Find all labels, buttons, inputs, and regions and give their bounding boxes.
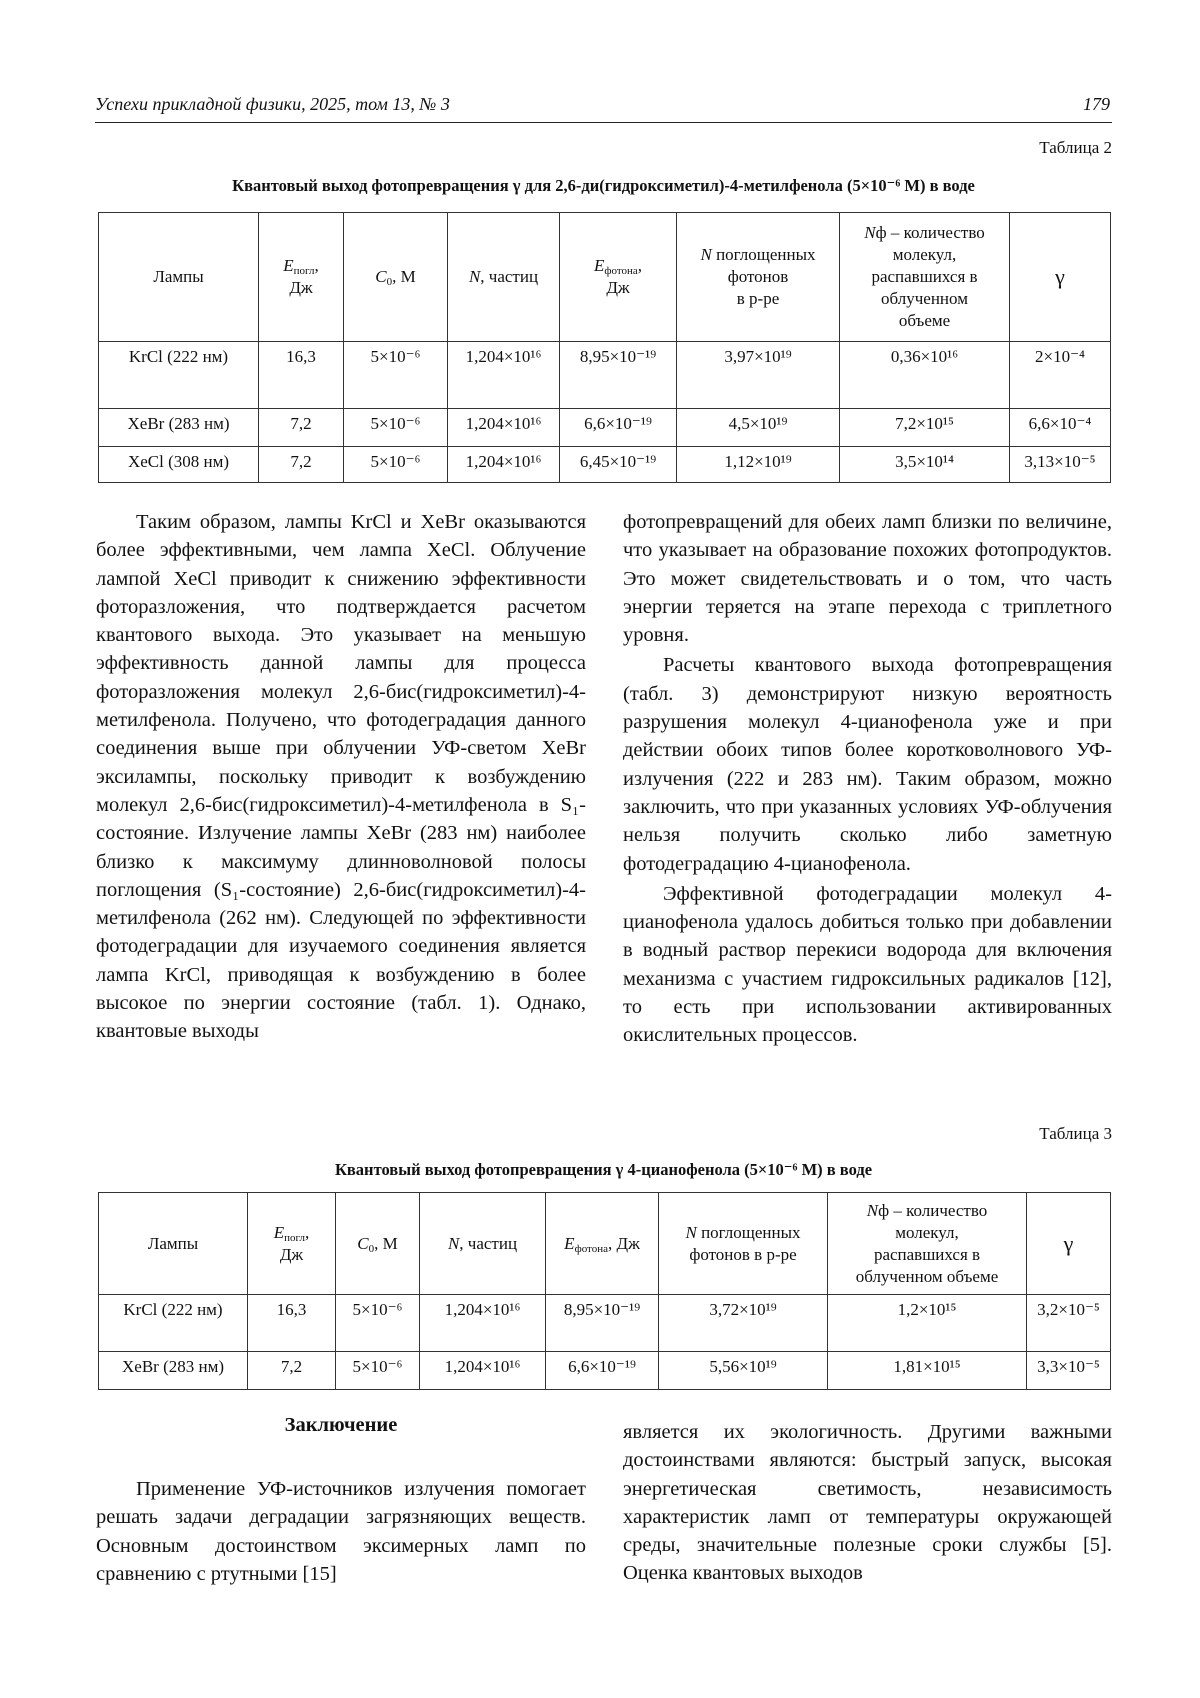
th-n-phi: Nф – количество молекул, распавшихся в облученном объеме xyxy=(840,213,1010,342)
table-cell: 7,2 xyxy=(248,1352,336,1390)
th-c0: $C_0$, М xyxy=(336,1193,420,1295)
th-e-photon: $E_{фотона}$, Дж xyxy=(546,1193,659,1295)
paragraph: является их экологичность. Другими важными достоинствами являются: быстрый запуск, высокая энергетическая светимость, независимость характеристик ламп от температуры окружающей среды, значительные полезные сроки службы [5]. Оценка квантовых выходов xyxy=(623,1421,1112,1585)
table-cell: 1,81×10¹⁵ xyxy=(828,1352,1027,1390)
table-cell: KrCl (222 нм) xyxy=(99,342,259,409)
th-c0: $C_0$, М xyxy=(344,213,448,342)
table-cell: 0,36×10¹⁶ xyxy=(840,342,1010,409)
table-cell: 8,95×10⁻¹⁹ xyxy=(546,1295,659,1352)
table-cell: 7,2×10¹⁵ xyxy=(840,409,1010,447)
table-cell: 1,204×10¹⁶ xyxy=(420,1295,546,1352)
table-row xyxy=(99,1352,1111,1390)
table-cell: 3,5×10¹⁴ xyxy=(840,447,1010,483)
th-e-photon: $E_{фотона}$, Дж xyxy=(560,213,677,342)
table-row xyxy=(99,409,1111,447)
table-cell: 5,56×10¹⁹ xyxy=(659,1352,828,1390)
th-lamp: Лампы xyxy=(99,1193,248,1295)
table-cell: 1,204×10¹⁶ xyxy=(448,447,560,483)
th-gamma: γ xyxy=(1010,213,1111,342)
table-cell: 8,95×10⁻¹⁹ xyxy=(560,342,677,409)
paragraph: Расчеты квантового выхода фотопревращения (табл. 3) демонстрируют низкую вероятность разрушения молекул 4-цианофенола уже и при действии обоих типов более коротковолнового УФ-излучения (222 и 283 нм). Таким образом, можно заключить, что при указанных условиях УФ-облучения нельзя получить сколько либо заметную фотодеградацию 4-цианофенола. xyxy=(623,654,1112,875)
table-cell: 3,97×10¹⁹ xyxy=(677,342,840,409)
table-cell: 6,45×10⁻¹⁹ xyxy=(560,447,677,483)
th-e-abs: $E_{погл}$, Дж xyxy=(248,1193,336,1295)
table-cell: 16,3 xyxy=(248,1295,336,1352)
table-cell: 3,3×10⁻⁵ xyxy=(1027,1352,1111,1390)
conclusion-right-column xyxy=(623,1418,1112,1588)
table-cell: KrCl (222 нм) xyxy=(99,1295,248,1352)
th-e-abs: $E_{погл}$, Дж xyxy=(259,213,344,342)
table-3 xyxy=(98,1192,1111,1390)
table-cell: 1,204×10¹⁶ xyxy=(420,1352,546,1390)
table-cell: XeBr (283 нм) xyxy=(99,409,259,447)
th-n-phi: Nф – количество молекул, распавшихся в облученном объеме xyxy=(828,1193,1027,1295)
table-cell: 5×10⁻⁶ xyxy=(336,1352,420,1390)
table-3-label: Таблица 3 xyxy=(1039,1124,1112,1143)
table-2 xyxy=(98,212,1111,483)
paragraph: Применение УФ-источников излучения помогает решать задачи деградации загрязняющих веществ. Основным достоинством эксимерных ламп по сравнению с ртутными [15] xyxy=(96,1478,586,1585)
table-cell: 4,5×10¹⁹ xyxy=(677,409,840,447)
table-2-label: Таблица 2 xyxy=(1039,138,1112,157)
table-cell: 1,12×10¹⁹ xyxy=(677,447,840,483)
paragraph: фотопревращений для обеих ламп близки по величине, что указывает на образование похожих фотопродуктов. Это может свидетельствовать и о том, что часть энергии теряется на этапе перехода с триплетного уровня. xyxy=(623,511,1112,647)
table-cell: 5×10⁻⁶ xyxy=(344,342,448,409)
table-cell: 7,2 xyxy=(259,447,344,483)
table-cell: XeCl (308 нм) xyxy=(99,447,259,483)
table-cell: 1,204×10¹⁶ xyxy=(448,409,560,447)
th-lamp: Лампы xyxy=(99,213,259,342)
body-left-column xyxy=(96,508,586,1046)
table-3-caption: Квантовый выход фотопревращения γ 4-цианофенола (5×10⁻⁶ М) в воде xyxy=(334,1160,873,1179)
table-cell: 2×10⁻⁴ xyxy=(1010,342,1111,409)
journal-title: Успехи прикладной физики, 2025, том 13, № 3 xyxy=(95,94,450,114)
table-3-header-row xyxy=(99,1193,1111,1295)
th-n-particles: N, частиц xyxy=(448,213,560,342)
table-cell: XeBr (283 нм) xyxy=(99,1352,248,1390)
table-cell: 6,6×10⁻¹⁹ xyxy=(560,409,677,447)
paragraph: Таким образом, лампы KrCl и XeBr оказываются более эффективными, чем лампа XeCl. Облучение лампой XeCl приводит к снижению эффективности фоторазложения, что подтверждается расчетом квантового выхода. Это указывает на меньшую эффективность данной лампы для процесса фоторазложения молекул 2,6-бис(гидроксиметил)-4-метилфенола. Получено, что фотодеградация данного соединения выше при облучении УФ-светом XeBr эксилампы, поскольку приводит к возбуждению молекул 2,6-бис(гидроксиметил)-4-метилфенола в S₁-состояние. Излучение лампы XeBr (283 нм) наиболее близко к максимуму длинноволновой полосы поглощения (S₁-состояние) 2,6-бис(гидроксиметил)-4-метилфенола (262 нм). Следующей по эффективности фотодеградации для изучаемого соединения является лампа KrCl, приводящая к возбуждению в более высокое по энергии состояние (табл. 1). Однако, квантовые выходы xyxy=(96,511,586,1043)
paragraph: Эффективной фотодеградации молекул 4-цианофенола удалось добиться только при добавлении в водный раствор перекиси водорода для включения механизма с участием гидроксильных радикалов [12], то есть при использовании активированных окислительных процессов. xyxy=(623,882,1112,1047)
body-right-column xyxy=(623,508,1112,1050)
th-gamma: γ xyxy=(1027,1193,1111,1295)
table-2-header-row xyxy=(99,213,1111,342)
table-cell: 3,2×10⁻⁵ xyxy=(1027,1295,1111,1352)
table-row xyxy=(99,447,1111,483)
th-n-absorbed: N поглощенных фотонов в р-ре xyxy=(677,213,840,342)
table-cell: 5×10⁻⁶ xyxy=(344,409,448,447)
table-cell: 16,3 xyxy=(259,342,344,409)
th-n-absorbed: N поглощенных фотонов в р-ре xyxy=(659,1193,828,1295)
table-cell: 1,2×10¹⁵ xyxy=(828,1295,1027,1352)
table-cell: 1,204×10¹⁶ xyxy=(448,342,560,409)
table-cell: 3,72×10¹⁹ xyxy=(659,1295,828,1352)
table-cell: 7,2 xyxy=(259,409,344,447)
table-cell: 5×10⁻⁶ xyxy=(344,447,448,483)
table-cell: 6,6×10⁻⁴ xyxy=(1010,409,1111,447)
table-row xyxy=(99,1295,1111,1352)
table-cell: 5×10⁻⁶ xyxy=(336,1295,420,1352)
table-cell: 6,6×10⁻¹⁹ xyxy=(546,1352,659,1390)
running-header xyxy=(95,92,1112,123)
table-2-caption: Квантовый выход фотопревращения γ для 2,6-ди(гидроксиметил)-4-метилфенола (5×10⁻⁶ М) в воде xyxy=(232,176,975,195)
table-row xyxy=(99,342,1111,409)
section-title-conclusion: Заключение xyxy=(284,1414,398,1436)
th-n-particles: N, частиц xyxy=(420,1193,546,1295)
page-number: 179 xyxy=(1083,94,1110,114)
table-cell: 3,13×10⁻⁵ xyxy=(1010,447,1111,483)
conclusion-left-column xyxy=(96,1475,586,1588)
